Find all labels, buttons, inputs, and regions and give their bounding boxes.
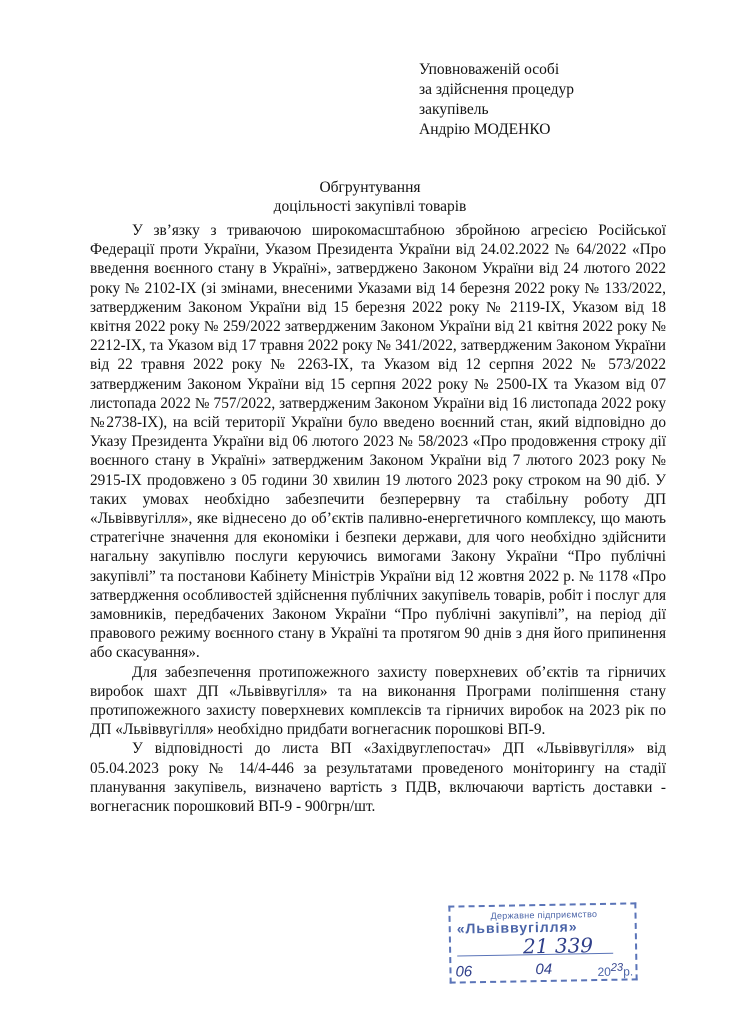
addressee-line-3: закупівель bbox=[419, 101, 489, 118]
stamp-year-unit: р. bbox=[622, 964, 634, 979]
stamp-month: 04 bbox=[535, 960, 553, 979]
addressee-line-1: Уповноваженій особі bbox=[419, 61, 560, 78]
stamp-year bbox=[597, 961, 633, 979]
document-title bbox=[0, 178, 740, 216]
body-paragraph-3: У відповідності до листа ВП «Західвуглепостач» ДП «Львіввугілля» від 05.04.2023 року № 14/4-446 за результатами проведеного моніторингу на стадії планування закупівель, визначено вартість з ПДВ, включаючи вартість доставки - вогнегасник порошковий ВП-9 - 900грн/шт. bbox=[90, 740, 666, 816]
stamp-org-name: «Львіввугілля» bbox=[456, 918, 578, 937]
body-paragraph-1: У зв’язку з триваючою широкомасштабною збройною агресією Російської Федерації проти України, Указом Президента України від 24.02.2022 № 64/2022 «Про введення воєнного стану в Україні», затверджено Законом України від 24 лютого 2022 року № 2102-IX (зі змінами, внесеними Указами від 14 березня 2022 року № 133/2022, затвердженим Законом України від 15 березня 2022 року № 2119-IX, Указом від 18 квітня 2022 року № 259/2022 затвердженим Законом України від 21 квітня 2022 року № 2212-IX, та Указом від 17 травня 2022 року № 341/2022, затвердженим Законом України від 22 травня 2022 року № 2263-IX, та Указом від 12 серпня 2022 № 573/2022 затвердженим Законом України від 15 серпня 2022 року № 2500-IX та Указом від 07 листопада 2022 № 757/2022, затвердженим Законом України від 16 листопада 2022 року №2738-IX), на всій території України було введено воєнний стан, який відповідно до Указу Президента України від 06 лютого 2023 № 58/2023 «Про продовження строку дії воєнного стану в Україні» затвердженим Законом України від 7 лютого 2023 року № 2915-IX продовжено з 05 години 30 хвилин 19 лютого 2023 року строком на 90 діб. У таких умовах необхідно забезпечити безперервну та стабільну роботу ДП «Львіввугілля», яке віднесено до об’єктів паливно-енергетичного комплексу, що мають стратегічне значення для економіки і безпеки держави, для чого необхідно здійснити нагальну закупівлю послуги керуючись вимогами Закону України “Про публічні закупівлі” та постанови Кабінету Міністрів України від 12 жовтня 2022 р. № 1178 «Про затвердження особливостей здійснення публічних закупівель товарів, робіт і послуг для замовників, передбачених Законом України “Про публічні закупівлі”, на період дії правового режиму воєнного стану в Україні та протягом 90 днів з дня його припинення або скасування». bbox=[90, 222, 666, 662]
stamp-day: 06 bbox=[455, 963, 473, 981]
document-body bbox=[90, 221, 666, 816]
body-paragraph-2: Для забезпечення протипожежного захисту поверхневих об’єктів та гірничих виробок шахт ДП «Львіввугілля» та на виконання Програми поліпшення стану протипожежного захисту поверхневих комплексів та гірничих виробок на 2023 рік по ДП «Львіввугілля» необхідно придбати вогнегасник порошкові ВП-9. bbox=[90, 663, 666, 739]
stamp-registration-number: 21 339 bbox=[522, 933, 594, 959]
addressee-line-4: Андрію МОДЕНКО bbox=[419, 121, 551, 138]
stamp-year-prefix: 20 bbox=[597, 964, 611, 980]
title-line-2: доцільності закупівлі товарів bbox=[273, 198, 467, 215]
registration-stamp bbox=[448, 902, 637, 983]
title-line-1: Обгрунтування bbox=[319, 179, 421, 196]
addressee-block bbox=[419, 60, 574, 140]
addressee-line-2: за здійснення процедур bbox=[419, 81, 575, 98]
stamp-org-line: Державне підприємство bbox=[490, 909, 598, 921]
stamp-year-suffix: 23 bbox=[610, 961, 624, 974]
